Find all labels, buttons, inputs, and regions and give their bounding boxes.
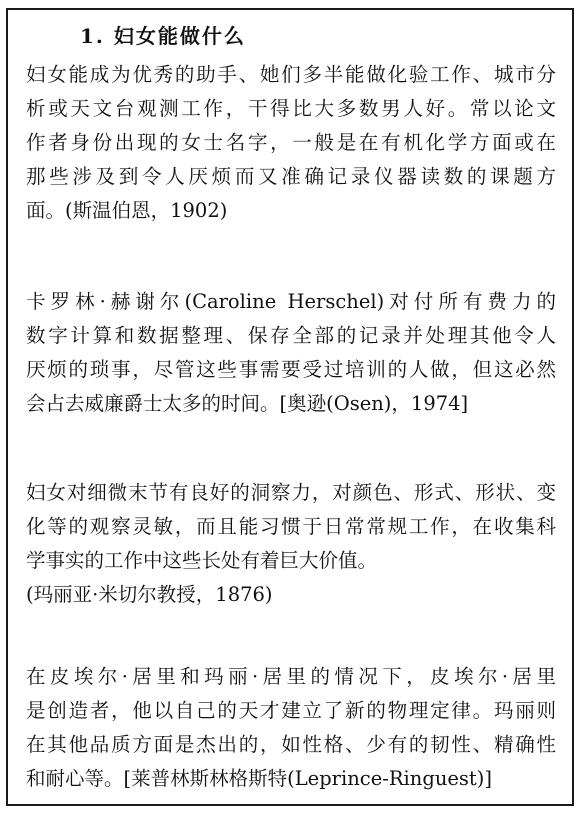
text-line: 厌烦的琐事，尽管这些事需要受过培训的人做，但这必然 <box>26 358 556 381</box>
quote-paragraph-3 <box>26 476 556 612</box>
quote-paragraph-2 <box>26 285 556 421</box>
text-line: 那些涉及到令人厌烦而又准确记录仪器读数的课题方 <box>26 165 556 188</box>
section-heading: 1. 妇女能做什么 <box>80 24 246 48</box>
quote-paragraph-1 <box>26 58 556 228</box>
text-line: 和耐心等。[莱普林斯林格斯特(Leprince-Ringuest)] <box>26 767 492 790</box>
text-line: 会占去威廉爵士太多的时间。[奥逊(Osen)，1974] <box>26 392 469 415</box>
text-line: 化等的观察灵敏，而且能习惯于日常常规工作，在收集科 <box>26 515 556 538</box>
text-line: 面。(斯温伯恩，1902) <box>26 199 228 222</box>
text-line: 析或天文台观测工作，干得比大多数男人好。常以论文 <box>26 97 556 120</box>
text-line: 数字计算和数据整理、保存全部的记录并处理其他令人 <box>26 324 556 347</box>
text-line: 学事实的工作中这些长处有着巨大价值。 <box>26 549 378 572</box>
text-line: 妇女能成为优秀的助手、她们多半能做化验工作、城市分 <box>26 63 556 86</box>
text-line: 妇女对细微末节有良好的洞察力，对颜色、形式、形状、变 <box>26 481 556 504</box>
text-line: (玛丽亚·米切尔教授，1876) <box>26 583 273 606</box>
text-line: 在皮埃尔·居里和玛丽·居里的情况下，皮埃尔·居里 <box>26 665 556 688</box>
quote-paragraph-4 <box>26 660 556 796</box>
text-line: 在其他品质方面是杰出的，如性格、少有的韧性、精确性 <box>26 733 556 756</box>
text-line: 卡罗林·赫谢尔(Caroline Herschel)对付所有费力的 <box>26 290 556 313</box>
text-line: 是创造者，他以自己的天才建立了新的物理定律。玛丽则 <box>26 699 556 722</box>
text-line: 作者身份出现的女士名字，一般是在有机化学方面或在 <box>26 131 556 154</box>
